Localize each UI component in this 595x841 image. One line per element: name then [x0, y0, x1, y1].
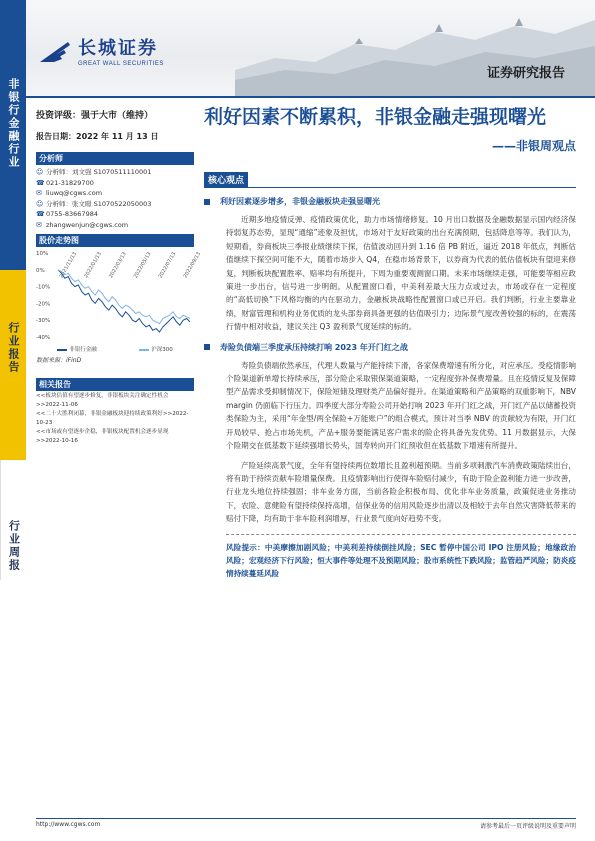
y-tick-label: -10%	[36, 284, 51, 291]
x-tick-label: 2021/11/13	[58, 251, 79, 280]
risk-divider	[226, 534, 576, 535]
trend-chart-svg	[36, 249, 203, 343]
y-tick-label: -40%	[36, 335, 51, 341]
bullet-square-icon	[204, 199, 210, 205]
analyst-list	[36, 167, 194, 230]
y-tick-label: 0%	[36, 267, 45, 274]
section-heading-insurance: 寿险负债端三季度承压持续打响 2023 年开门红之战	[204, 342, 576, 353]
mail-icon: ✉	[36, 220, 42, 229]
series-line-index	[58, 270, 190, 324]
paragraph-life-insurance: 寿险负债端依然承压，代理人数量与产能持续下滑，各家保费增速有所分化，对应承压。受疫情影响个险渠道新单增长持续承压，部分险企采取银保渠道策略，一定程度弥补保费增量。且在疫情反复及保障型产品需求受抑制情况下，保险短储及理财类产品偏好提升。在渠道策略和产品策略的双重影响下，NBV margin 仍面临下行压力。四季度大部分寿险公司开始打响 2023 年开门红之战，开门红产品以储蓄投资类保险为主，采用“年金型/两全保险+万能账户”的组合模式，预计对当季 NBV 的贡献较为有限，开门红开局较早、抢占市场先机，产品+服务要能满足客户需求的险企将具备先发优势。11 月数据显示，大保个险期交在低基数下延续强增长势头，国寿转向开门红预收但在低基数下增速有所提升。	[226, 360, 576, 451]
y-tick-label: 10%	[36, 251, 49, 257]
series-line-sector	[58, 270, 190, 332]
x-tick-label: 2022/03/13	[108, 251, 128, 280]
logo-name-en: GREAT WALL SECURITIES	[78, 61, 164, 67]
analyst-line: ☎ 0755-83667984	[36, 210, 98, 218]
analyst-line: ☺ 分析师：张文暻 S1070522050003	[36, 199, 152, 208]
side-label-industry: 非银行金融行业	[0, 0, 26, 270]
related-reports-list	[36, 392, 194, 446]
user-icon: ☺	[36, 168, 44, 176]
related-report-item[interactable]: <<板块估值有望逐步修复，非银板块关注确定性机会>>2022-11-06	[36, 393, 169, 408]
header-divider	[26, 96, 595, 98]
paragraph-pc-insurance: 产险延续高景气度，全年有望持续两位数增长且盈利超预期。当前多项刺激汽车消费政策陆续出台，将有助于持续贡献车险增量保费。且疫情影响出行使得车险赔付减少，有助于险企盈利能力进一步改善，行业龙头地位持续强固；非车业务方面，当前各险企积极布局、优化非车业务质量，政策促进业务推动下，农险、意健险有望持续保持高增，信保业务的信用风险逐步出清以及相较于去年自然灾害降低带来的赔付下降，均有助于非车险利润增厚，行业景气度向好趋势不变。	[226, 460, 576, 524]
analyst-line: ☎ 021-31829700	[36, 178, 94, 187]
legend-item-index: 沪深300	[139, 345, 173, 353]
page-header	[26, 0, 595, 96]
analyst-line: ✉ zhangwenjun@cgws.com	[36, 220, 129, 229]
phone-icon: ☎	[36, 210, 45, 218]
info-column	[36, 108, 203, 446]
related-reports-heading: 相关报告	[36, 378, 194, 391]
bullet-square-icon	[204, 344, 210, 350]
report-title: 利好因素不断累积，非银金融走强现曙光	[204, 106, 547, 128]
price-trend-chart	[36, 249, 203, 353]
user-icon: ☺	[36, 199, 44, 208]
disclaimer-note: 请参考最后一页评级说明及重要声明	[479, 823, 576, 830]
x-tick-label: 2022/09/13	[182, 251, 203, 280]
analyst-line: ☺ 分析师：刘文强 S1070511110001	[36, 168, 152, 176]
price-trend-heading: 股价走势图	[36, 234, 194, 247]
x-tick-label: 2022/01/13	[83, 251, 103, 280]
analyst-line: ✉ liuwq@cgws.com	[36, 189, 103, 197]
y-tick-label: -20%	[36, 301, 51, 308]
risk-warning: 风险提示：中美摩擦加剧风险；中美利差持续倒挂风险；SEC 暂停中国公司 IPO 注册风险；地缘政治风险；宏观经济下行风险；恒大事件等处理不及预期风险；股市系统性下跌风险；监管趋严风险；防炎疫情持续蔓延风险	[226, 542, 576, 579]
logo-name-cn: 长城证券	[78, 38, 158, 59]
legend-item-sector: 非银行金融	[57, 345, 97, 353]
core-views-heading: 核心观点	[204, 168, 576, 188]
main-content	[204, 104, 576, 581]
related-report-item[interactable]: <<二十大胜利闭幕，非银金融板块迎持续政策利好>>2022-10-23	[36, 411, 189, 426]
phone-icon: ☎	[36, 178, 45, 187]
investment-rating: 投资评级：强于大市（维持）	[36, 111, 154, 121]
data-source: 数据来源：iFinD	[36, 357, 82, 364]
report-date: 报告日期：2022 年 11 月 13 日	[36, 132, 159, 141]
report-type: 证券研究报告	[486, 66, 565, 81]
y-tick-label: -30%	[36, 318, 51, 325]
side-label-weekly: 行业周报	[0, 460, 26, 580]
analysts-heading: 分析师	[36, 152, 194, 165]
great-wall-image	[235, 0, 595, 96]
website-link[interactable]: http://www.cgws.com	[36, 821, 101, 828]
page-footer	[36, 818, 576, 830]
chart-legend	[36, 345, 194, 353]
mail-icon: ✉	[36, 189, 42, 197]
x-tick-label: 2022/05/13	[132, 251, 153, 280]
side-strip	[0, 0, 26, 841]
related-report-item[interactable]: <<市场或有望逐步企稳，非银板块配置机会逐步显现>>2022-10-16	[36, 429, 169, 444]
x-tick-label: 2022/07/13	[157, 251, 178, 280]
company-logo	[38, 34, 164, 67]
section-heading-brokerage: 利好因素逐步增多，非银金融板块走强显曙光	[204, 196, 576, 207]
report-subtitle: ——非银周观点	[491, 139, 576, 153]
side-label-report: 行业报告	[0, 270, 26, 460]
logo-icon	[38, 38, 72, 64]
paragraph-brokerage: 近期多地疫情反弹、疫情政策优化，助力市场情绪修复。10 月出口数据及金融数据显示国内经济保持弱复苏态势，显现“通缩”迹象及担忧，市场对于友好政策的出台充满预期，包括降息等等。我们认为，短期看，券商板块三季报业绩继续下探，估值波动回升到 1.16 倍 PB 附近，逼近 2018 年低点，判断估值继续下探空间可能不大，随着市场步入 Q4，在稳市场背景下，以券商为代表的低估值板块有望迎来修复，判断板块配置胜率、赔率均有所提升，下周为重要观测窗口期。未来市场继续走强，可能要等相应政策进一步出台，信号进一步明朗。从配置窗口看，中美利差最大压力点或过去，市场或存在一定程度的“高低切换”下风格均衡的内在驱动力，金融板块战略性配置窗口或已开启。我们判断，行业主要靠业绩，财富管理和机构业务优质的龙头部券商具备更强的估值吸引力；边际景气度改善较强的标的，在震荡行情中相对收益，建议关注 Q3 盈利景气度延续的标的。	[226, 215, 576, 332]
